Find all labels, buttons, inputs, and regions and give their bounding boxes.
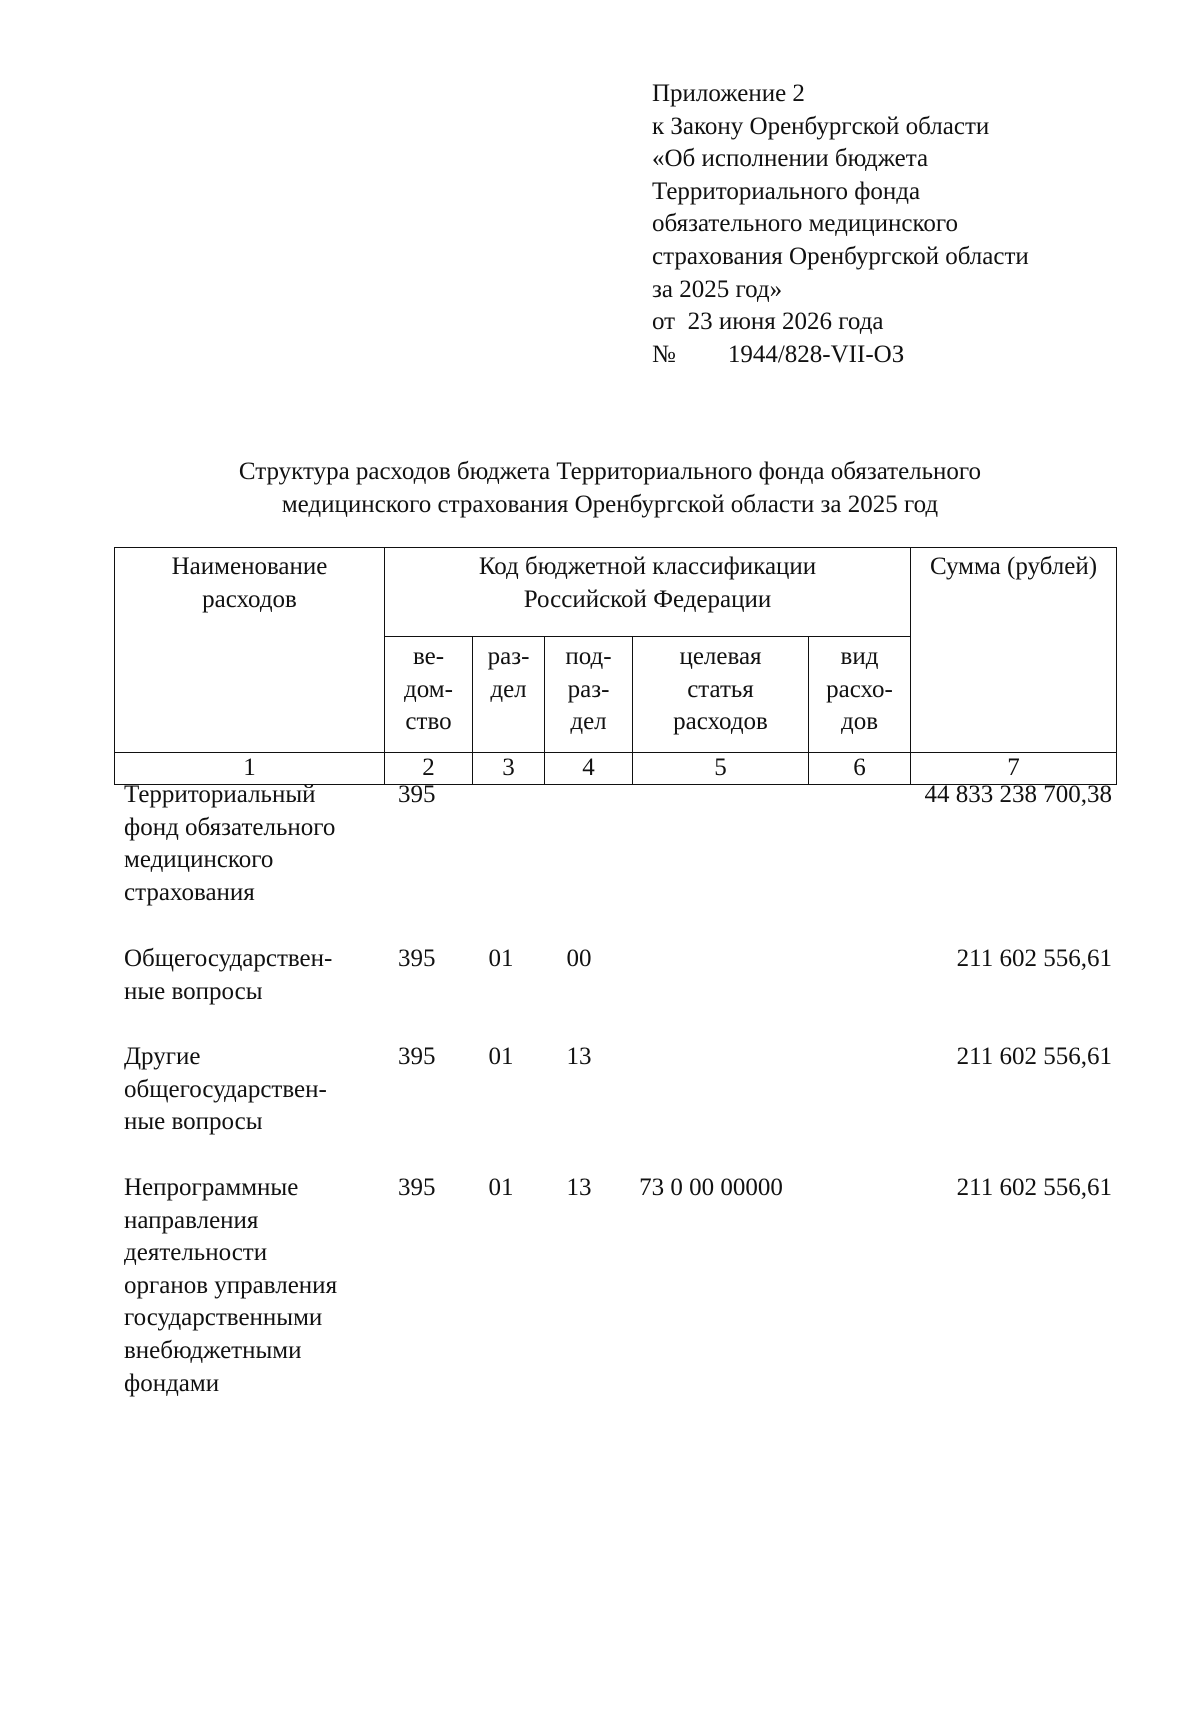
law-number: 1944/828-VII-ОЗ	[727, 340, 905, 368]
title-line: медицинского страхования Оренбургской области за 2025 год	[281, 491, 939, 518]
row-name	[124, 1172, 374, 1400]
row-razdel: 01	[488, 945, 514, 972]
row-name-line: Другие	[124, 1043, 201, 1070]
expenses-table-body	[114, 779, 1114, 1402]
table-row	[114, 943, 1114, 1041]
row-razdel: 01	[488, 1174, 514, 1201]
appendix-line: за 2025 год»	[652, 275, 783, 303]
row-sum: 211 602 556,61	[956, 1043, 1112, 1070]
row-sum: 211 602 556,61	[956, 1174, 1112, 1201]
header-razdel	[473, 637, 545, 753]
header-line: ве-	[412, 643, 445, 670]
appendix-line: Приложение 2	[652, 80, 805, 107]
appendix-number-line	[652, 339, 1029, 372]
row-name-line: органов управления	[124, 1271, 338, 1299]
date-value: 23 июня 2026 года	[687, 308, 884, 336]
row-name-line: ные вопросы	[124, 1108, 263, 1136]
row-name-line: Территориальный	[124, 781, 316, 808]
header-line: дел	[570, 708, 607, 735]
row-name-line: страхования	[124, 878, 255, 906]
column-number: 7	[911, 753, 1117, 785]
header-podrazdel	[545, 637, 633, 753]
appendix-block	[652, 78, 1029, 371]
header-code	[385, 548, 911, 637]
header-line: вид	[840, 643, 879, 670]
header-line: раз-	[567, 675, 610, 703]
header-line: дом-	[404, 675, 453, 703]
header-line: расхо-	[826, 675, 893, 703]
table-row	[114, 1172, 1114, 1402]
table-row	[114, 1041, 1114, 1172]
row-name	[124, 1041, 374, 1139]
expenses-table-header	[114, 547, 1117, 785]
header-line: дел	[490, 675, 527, 703]
header-code-line: Код бюджетной классификации	[478, 553, 817, 580]
row-vedomstvo: 395	[398, 1043, 436, 1070]
row-podrazdel: 13	[566, 1174, 592, 1201]
row-name-line: общегосударствен-	[124, 1075, 327, 1103]
row-name-line: медицинского	[124, 846, 274, 874]
header-name	[115, 548, 385, 753]
row-name-line: фонд обязательного	[124, 813, 336, 841]
header-name-line: расходов	[202, 585, 297, 613]
row-podrazdel: 00	[566, 945, 592, 972]
appendix-date-line	[652, 306, 1029, 339]
header-line: целевая	[679, 643, 762, 670]
header-name-line: Наименование	[171, 553, 328, 580]
appendix-line: обязательного медицинского	[652, 210, 959, 238]
appendix-line: к Закону Оренбургской области	[652, 112, 990, 140]
column-number: 3	[473, 753, 545, 785]
row-vedomstvo: 395	[398, 945, 436, 972]
row-name-line: внебюджетными	[124, 1336, 302, 1364]
row-name	[124, 779, 374, 909]
date-prefix: от	[652, 308, 676, 336]
header-line: дов	[840, 708, 879, 735]
row-name-line: Общегосударствен-	[124, 945, 333, 972]
row-vedomstvo: 395	[398, 781, 436, 808]
row-name-line: направления	[124, 1206, 259, 1234]
header-line: статья	[687, 675, 754, 703]
row-sum: 211 602 556,61	[956, 945, 1112, 972]
row-sum: 44 833 238 700,38	[924, 781, 1112, 808]
column-number: 5	[633, 753, 809, 785]
appendix-line: «Об исполнении бюджета	[652, 145, 929, 173]
row-name-line: ные вопросы	[124, 977, 263, 1005]
row-name-line: Непрограммные	[124, 1174, 299, 1201]
number-sign: №	[652, 340, 676, 368]
column-number: 6	[809, 753, 911, 785]
row-name	[124, 943, 374, 1008]
title-line: Структура расходов бюджета Территориального фонда обязательного	[238, 458, 982, 485]
column-number: 4	[545, 753, 633, 785]
header-line: ство	[405, 708, 452, 735]
header-expense-type	[809, 637, 911, 753]
row-target-article: 73 0 00 00000	[639, 1174, 783, 1201]
row-razdel: 01	[488, 1043, 514, 1070]
appendix-line: Территориального фонда	[652, 177, 921, 205]
appendix-line: страхования Оренбургской области	[652, 242, 1029, 270]
header-line: под-	[565, 643, 612, 670]
row-podrazdel: 13	[566, 1043, 592, 1070]
document-title	[110, 455, 1110, 521]
header-line: расходов	[673, 708, 768, 735]
column-number: 2	[385, 753, 473, 785]
header-vedomstvo	[385, 637, 473, 753]
header-sum: Сумма (рублей)	[911, 548, 1117, 753]
row-name-line: государственными	[124, 1304, 323, 1332]
row-name-line: деятельности	[124, 1239, 268, 1267]
header-target-article	[633, 637, 809, 753]
header-code-line: Российской Федерации	[523, 585, 772, 613]
table-row	[114, 779, 1114, 943]
row-vedomstvo: 395	[398, 1174, 436, 1201]
row-name-line: фондами	[124, 1369, 220, 1397]
column-number: 1	[115, 753, 385, 785]
header-line: раз-	[487, 643, 530, 670]
